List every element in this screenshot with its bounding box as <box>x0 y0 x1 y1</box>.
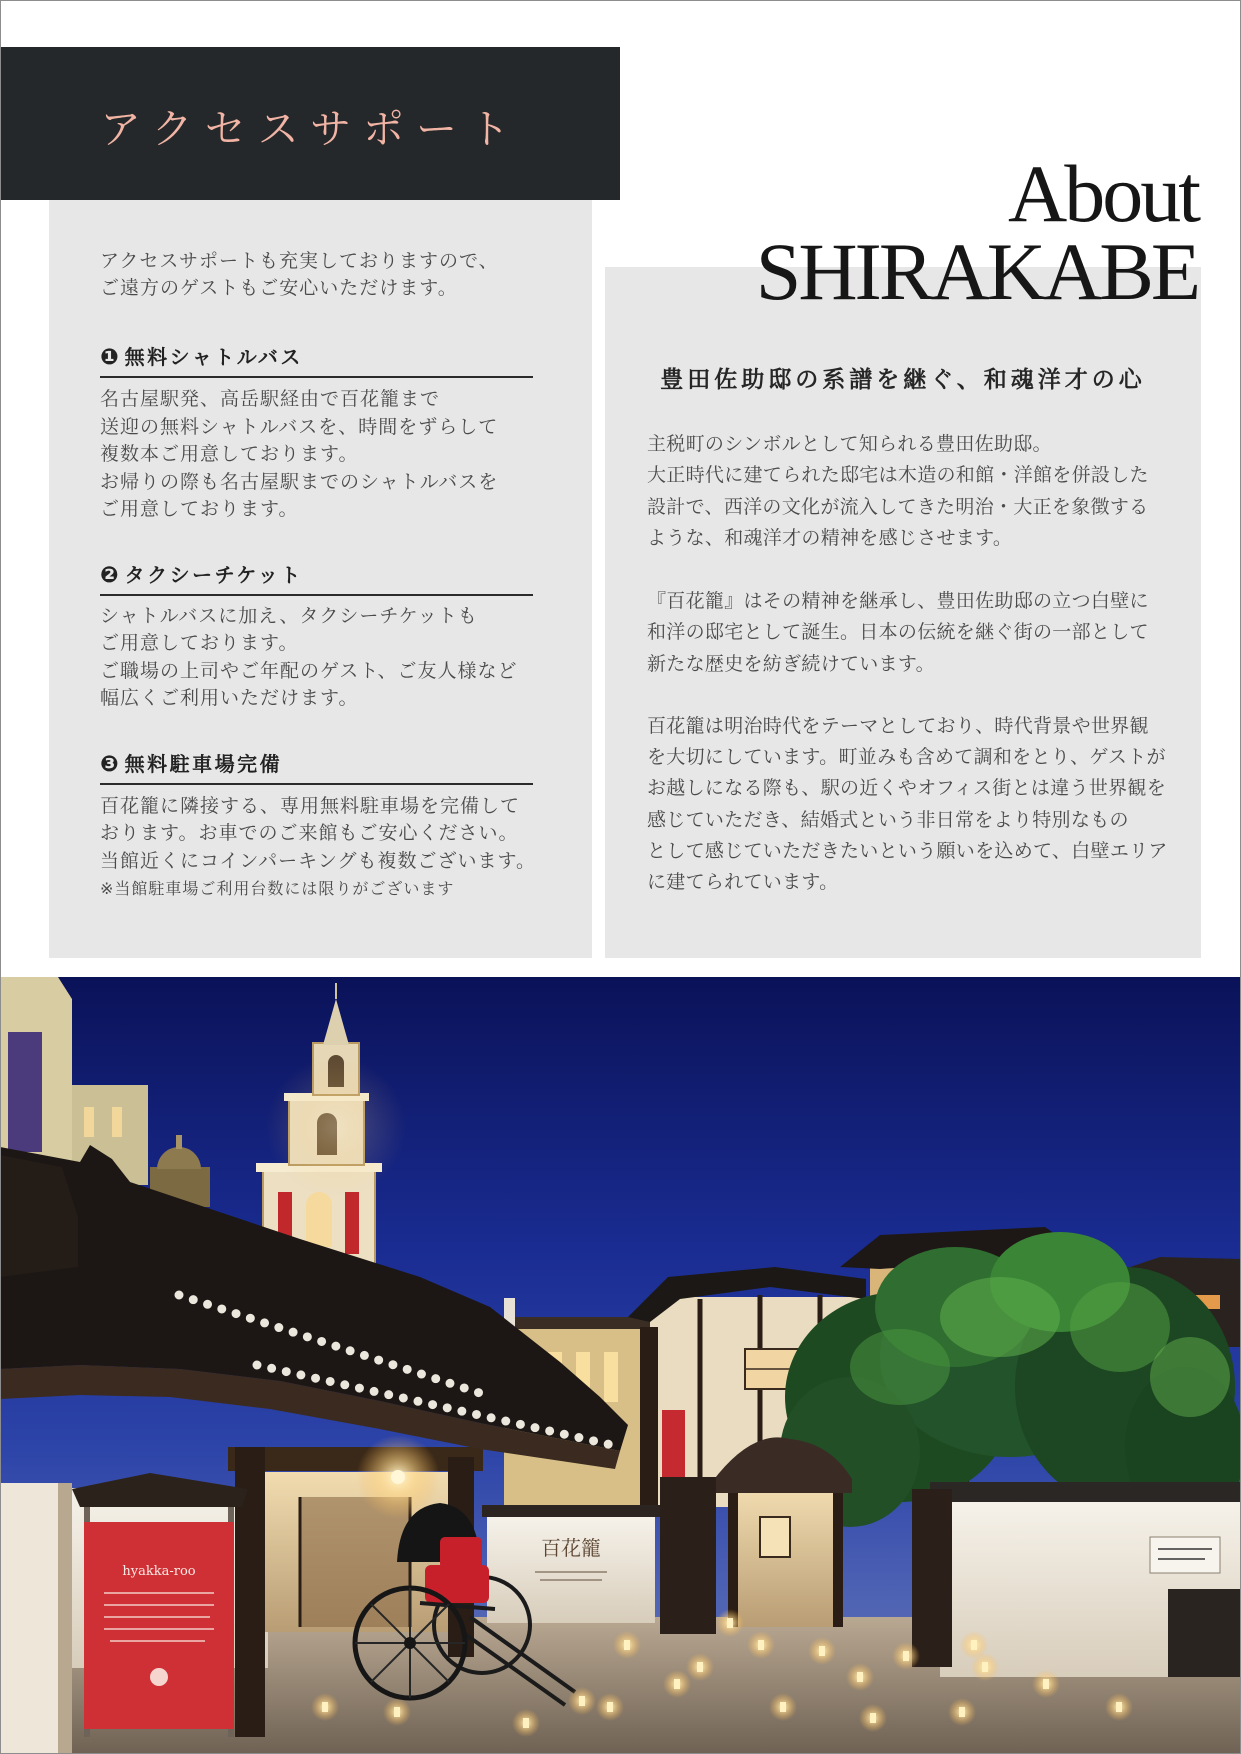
about-paragraph-2 <box>647 586 1149 680</box>
number-badge-icon: ❶ <box>100 345 119 370</box>
candle-light <box>1043 1679 1049 1689</box>
candle-light <box>523 1718 529 1728</box>
body-line: 設計で、西洋の文化が流入してきた明治・大正を象徴する <box>647 495 1149 518</box>
body-line: お越しになる際も、駅の近くやオフィス街とは違う世界観を <box>647 777 1167 800</box>
venue-night-photo <box>0 977 1241 1754</box>
candle-light <box>697 1662 703 1672</box>
number-badge-icon: ❷ <box>100 563 119 588</box>
body-line: に建てられています。 <box>647 871 839 894</box>
body-line: シャトルバスに加え、タクシーチケットも <box>100 605 478 627</box>
section-body-taxi-ticket <box>100 603 518 712</box>
bench <box>1168 1589 1241 1677</box>
candle-light <box>394 1707 400 1717</box>
candle-light <box>903 1651 909 1661</box>
section-heading-taxi-ticket <box>100 561 533 596</box>
body-line: ような、和魂洋才の精神を感じさせます。 <box>647 526 1013 549</box>
section-body-parking <box>100 793 536 902</box>
candle-light <box>857 1672 863 1682</box>
venue-photo-illustration <box>0 977 1241 1754</box>
candle-light <box>758 1640 764 1650</box>
number-badge-icon: ❸ <box>100 752 119 777</box>
body-line: 新たな歴史を紡ぎ続けています。 <box>647 652 935 675</box>
body-line: 当館近くにコインパーキングも複数ございます。 <box>100 849 537 872</box>
body-line: 和洋の邸宅として誕生。日本の伝統を継ぐ街の一部として <box>647 621 1149 644</box>
candle-light <box>624 1640 630 1650</box>
candle-light <box>607 1702 613 1712</box>
intro-line: アクセスサポートも充実しておりますので、 <box>100 250 499 272</box>
body-line: ご用意しております。 <box>100 632 299 655</box>
body-line: 百花籠は明治時代をテーマとしており、時代背景や世界観 <box>647 715 1149 737</box>
central-sign-wall <box>482 1505 660 1623</box>
section-heading-shuttle-bus <box>100 343 533 378</box>
body-line: お帰りの際も名古屋駅までのシャトルバスを <box>100 470 499 493</box>
candle-light <box>819 1646 825 1656</box>
body-line: 名古屋駅発、高岳駅経由で百花籠まで <box>100 388 441 410</box>
body-line: 主税町のシンボルとして知られる豊田佐助邸。 <box>647 433 1052 455</box>
section-body-shuttle-bus <box>100 386 498 524</box>
access-title: アクセスサポート <box>100 105 522 153</box>
body-line: ご用意しております。 <box>100 498 299 520</box>
section-heading-text: 無料シャトルバス <box>124 345 303 369</box>
body-line: 幅広くご利用いただけます。 <box>100 686 359 709</box>
tower-red-banner <box>345 1192 359 1254</box>
banner-text: hyakka-roo <box>122 1564 196 1579</box>
section-heading-parking <box>100 750 533 785</box>
access-intro <box>100 248 499 302</box>
candle-light <box>780 1702 786 1712</box>
body-line: として感じていただきたいという願いを込めて、白壁エリア <box>647 839 1168 862</box>
body-line: ご職場の上司やご年配のゲスト、ご友人様など <box>100 659 518 682</box>
rickshaw-seat <box>425 1565 489 1603</box>
candle-light <box>1116 1702 1122 1712</box>
candle-light <box>674 1679 680 1689</box>
body-line: 複数本ご用意しております。 <box>100 443 359 465</box>
banner-emblem <box>150 1668 168 1686</box>
candle-light <box>870 1713 876 1723</box>
intro-line: ご遠方のゲストもご安心いただけます。 <box>100 277 458 299</box>
body-line: 感じていただき、結婚式という非日常をより特別なもの <box>647 808 1129 831</box>
candle-light <box>579 1696 585 1706</box>
about-paragraph-1 <box>647 429 1149 554</box>
about-title-line1: About <box>1008 148 1198 239</box>
body-line: 送迎の無料シャトルバスを、時間をずらして <box>100 415 499 438</box>
candle-light <box>322 1702 328 1712</box>
about-title-line2: SHIRAKABE <box>755 226 1198 317</box>
body-line: を大切にしています。町並みも含めて調和をとり、ゲストが <box>647 746 1166 769</box>
rickshaw-front-wheel <box>355 1588 465 1698</box>
candle-light <box>971 1640 977 1650</box>
body-line: 百花籠に隣接する、専用無料駐車場を完備して <box>100 795 521 817</box>
venue-sign-text: 百花籠 <box>541 1536 601 1560</box>
about-heading: 豊田佐助邸の系譜を継ぐ、和魂洋才の心 <box>660 367 1146 393</box>
candle-light <box>959 1707 965 1717</box>
section-heading-text: タクシーチケット <box>124 563 303 587</box>
purple-banner <box>8 1032 42 1152</box>
section-heading-text: 無料駐車場完備 <box>124 752 283 776</box>
body-line: 大正時代に建てられた邸宅は木造の和館・洋館を併設した <box>647 464 1149 487</box>
body-line: 『百花籠』はその精神を継承し、豊田佐助邸の立つ白壁に <box>647 590 1149 612</box>
red-banner-small <box>662 1410 685 1477</box>
candle-light <box>727 1618 733 1628</box>
gate-lamp <box>391 1470 405 1484</box>
candle-light <box>982 1662 988 1672</box>
about-paragraph-3 <box>647 711 1168 898</box>
parking-note: ※当館駐車場ご利用台数には限りがございます <box>100 878 455 898</box>
body-line: おります。お車でのご来館もご安心ください。 <box>100 822 519 845</box>
